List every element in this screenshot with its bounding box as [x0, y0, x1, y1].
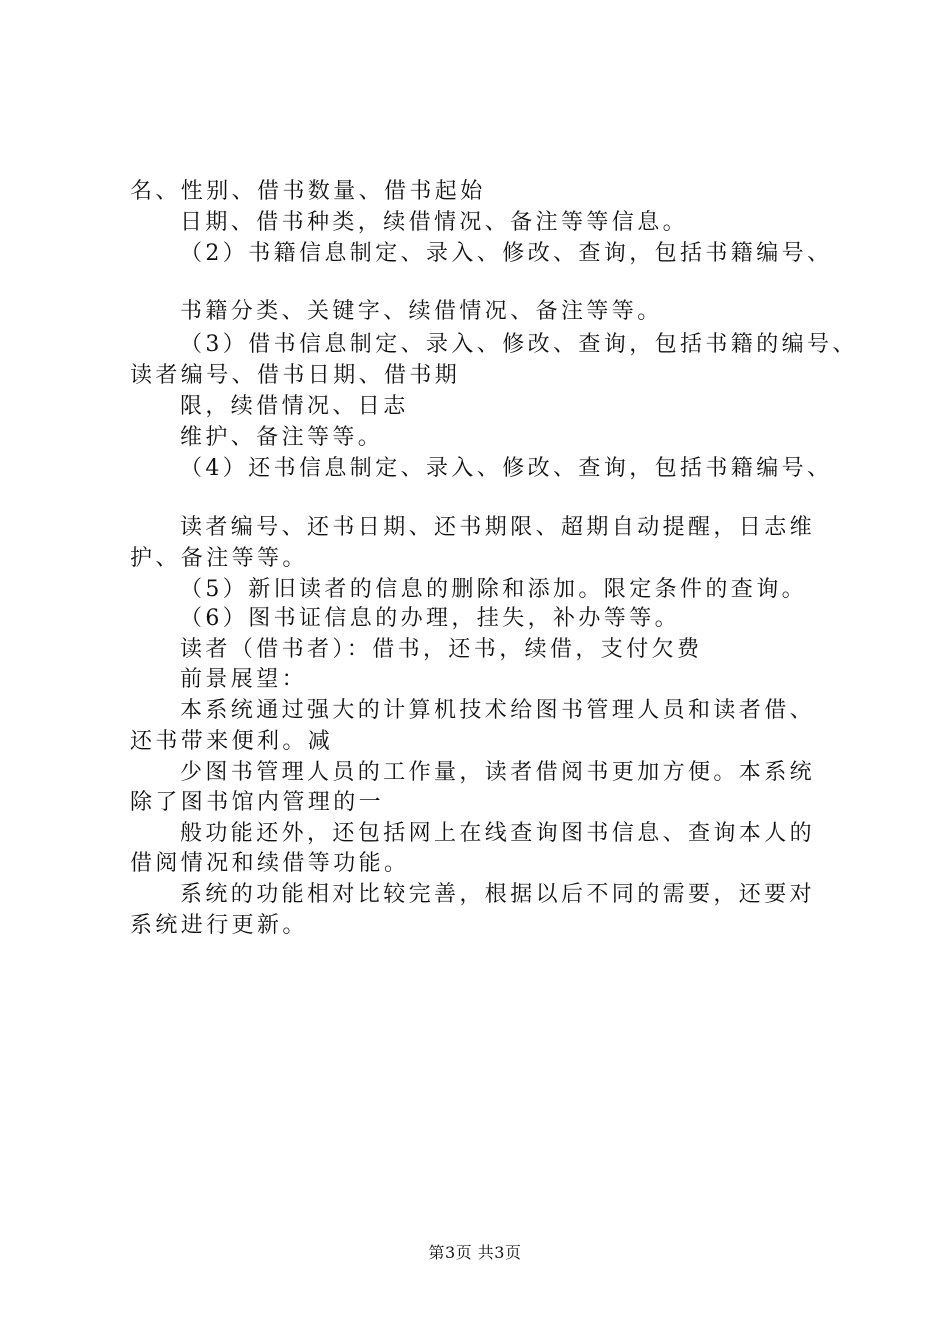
text-line: 限，续借情况、日志 — [180, 394, 409, 419]
text-line: 读者（借书者）：借书，还书，续借，支付欠费 — [180, 637, 703, 662]
text-line: 借阅情况和续借等功能。 — [130, 851, 410, 876]
text-line: 读者编号、还书日期、还书期限、超期自动提醒，日志维 — [180, 515, 816, 540]
text-line: （2）书籍信息制定、录入、修改、查询，包括书籍编号、 — [180, 241, 833, 266]
text-line: （3）借书信息制定、录入、修改、查询，包括书籍的编号、 — [180, 332, 858, 357]
text-line: 少图书管理人员的工作量，读者借阅书更加方便。本系统 — [180, 760, 816, 785]
text-line: 本系统通过强大的计算机技术给图书管理人员和读者借、 — [180, 698, 816, 723]
text-line: 护、备注等等。 — [130, 546, 308, 571]
text-line: 般功能还外，还包括网上在线查询图书信息、查询本人的 — [180, 821, 816, 846]
text-line: 维护、备注等等。 — [180, 425, 384, 450]
text-line: 系统进行更新。 — [130, 913, 308, 938]
text-line: 还书带来便利。减 — [130, 729, 334, 754]
text-line: 除了图书馆内管理的一 — [130, 790, 385, 815]
text-line: 读者编号、借书日期、借书期 — [130, 363, 461, 388]
text-line: 系统的功能相对比较完善，根据以后不同的需要，还要对 — [180, 882, 816, 907]
page-number-footer: 第3页 共3页 — [428, 1243, 522, 1262]
text-line: 日期、借书种类，续借情况、备注等等信息。 — [180, 210, 689, 235]
text-line: 名、性别、借书数量、借书起始 — [130, 179, 486, 204]
text-line: （4）还书信息制定、录入、修改、查询，包括书籍编号、 — [180, 456, 833, 481]
section-heading: 前景展望： — [180, 667, 308, 692]
text-line: 书籍分类、关键字、续借情况、备注等等。 — [180, 299, 663, 324]
text-line: （5）新旧读者的信息的删除和添加。限定条件的查询。 — [180, 577, 807, 602]
text-line: （6）图书证信息的办理，挂失，补办等等。 — [180, 606, 680, 631]
